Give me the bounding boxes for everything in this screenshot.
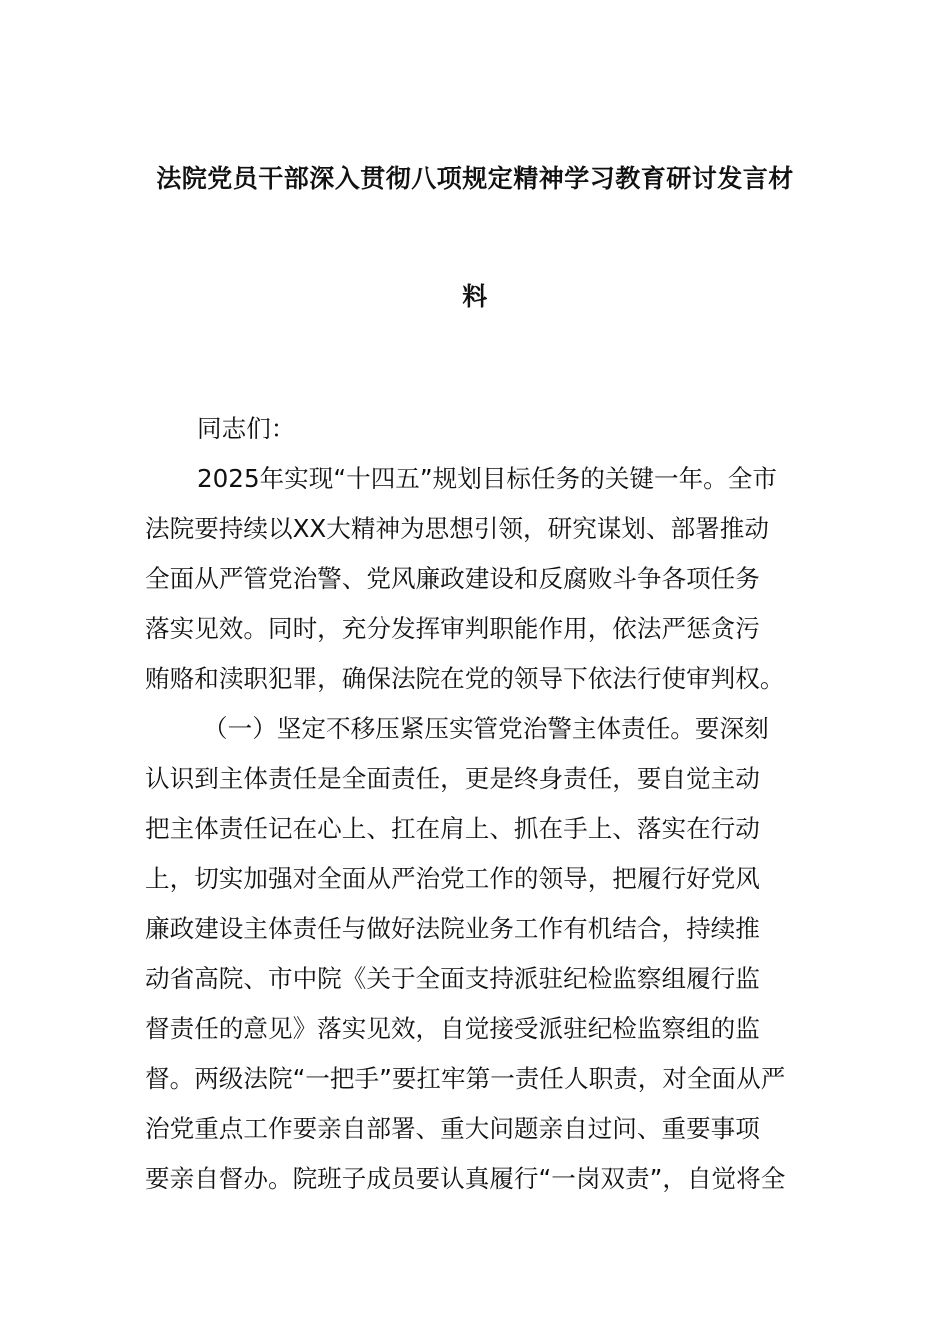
salutation: 同志们： [197, 414, 296, 443]
body-line-1: 2025年实现“十四五”规划目标任务的关键一年。全市 [197, 464, 777, 493]
document-title-line-1: 法院党员干部深入贯彻八项规定精神学习教育研讨发言材 [156, 164, 794, 193]
body-line-4: 落实见效。同时，充分发挥审判职能作用，依法严惩贪污 [145, 614, 760, 643]
body-line-14: 治党重点工作要亲自部署、重大问题亲自过问、重要事项 [145, 1114, 760, 1143]
document-title-line-2: 料 [462, 282, 488, 311]
body-line-7: 认识到主体责任是全面责任，更是终身责任，要自觉主动 [145, 764, 760, 793]
body-line-5: 贿赂和渎职犯罪，确保法院在党的领导下依法行使审判权。 [145, 664, 785, 693]
body-line-8: 把主体责任记在心上、扛在肩上、抓在手上、落实在行动 [145, 814, 760, 843]
body-line-11: 动省高院、市中院《关于全面支持派驻纪检监察组履行监 [145, 964, 760, 993]
body-line-6: （一）坚定不移压紧压实管党治警主体责任。要深刻 [203, 714, 769, 743]
body-line-3: 全面从严管党治警、党风廉政建设和反腐败斗争各项任务 [145, 564, 760, 593]
body-line-12: 督责任的意见》落实见效，自觉接受派驻纪检监察组的监 [145, 1014, 760, 1043]
body-line-9: 上，切实加强对全面从严治党工作的领导，把履行好党风 [145, 864, 760, 893]
document-body [145, 404, 810, 1204]
body-line-13: 督。两级法院“一把手”要扛牢第一责任人职责，对全面从严 [145, 1064, 786, 1093]
body-line-10: 廉政建设主体责任与做好法院业务工作有机结合，持续推 [145, 914, 760, 943]
body-line-15: 要亲自督办。院班子成员要认真履行“一岗双责”，自觉将全 [145, 1164, 786, 1193]
body-line-2: 法院要持续以XX大精神为思想引领，研究谋划、部署推动 [145, 514, 769, 543]
